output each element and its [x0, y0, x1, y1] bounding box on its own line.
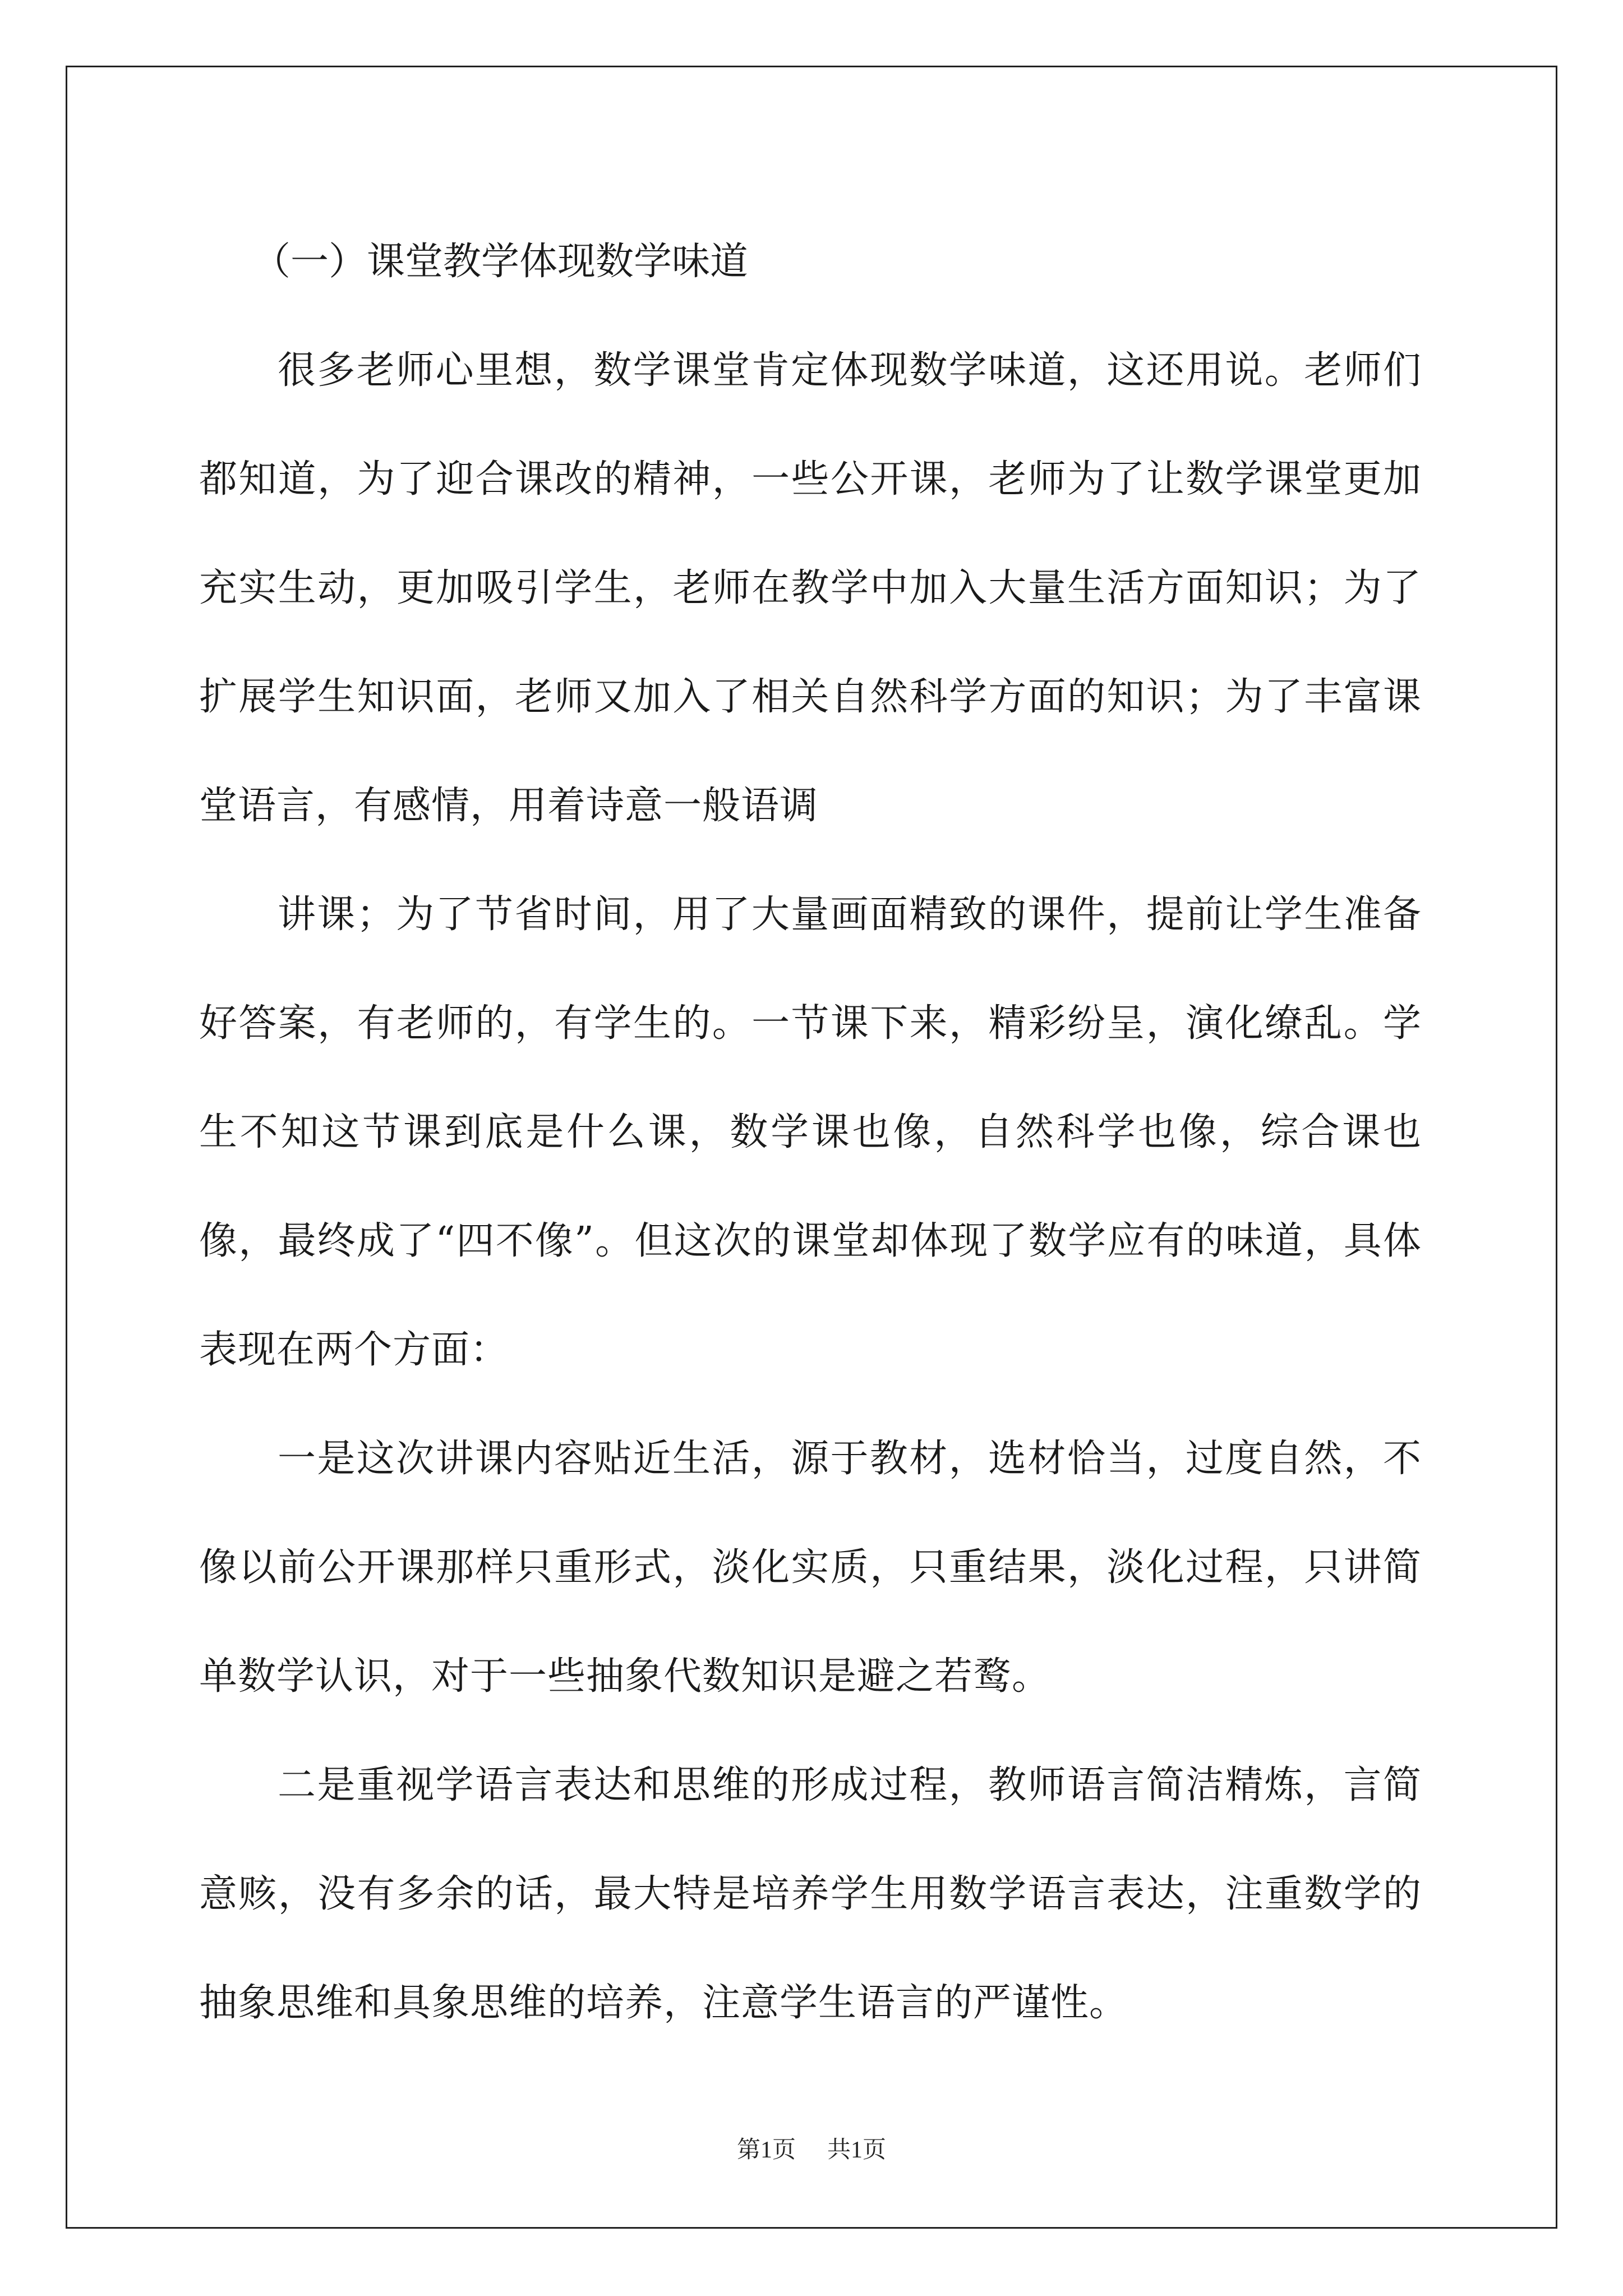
paragraph-4: 二是重视学语言表达和思维的形成过程，教师语言简洁精炼，言简意赅，没有多余的话，最大特是培养学生用数学语言表达，注重数学的抽象思维和具象思维的培养，注意学生语言的严谨性。: [199, 1763, 1422, 2025]
page-footer: [0, 2133, 1623, 2167]
page-number: 第1页: [736, 2137, 796, 2163]
paragraph-3: 一是这次讲课内容贴近生活，源于教材，选材恰当，过度自然，不像以前公开课那样只重形式，淡化实质，只重结果，淡化过程，只讲简单数学认识，对于一些抽象代数知识是避之若鹜。: [199, 1437, 1422, 1699]
paragraph-1: 很多老师心里想，数学课堂肯定体现数学味道，这还用说。老师们都知道，为了迎合课改的精神，一些公开课，老师为了让数学课堂更加充实生动，更加吸引学生，老师在教学中加入大量生活方面知识；为了扩展学生知识面，老师又加入了相关自然科学方面的知识；为了丰富课堂语言，有感情，用着诗意一般语调: [199, 348, 1422, 828]
page-total: 共1页: [827, 2137, 887, 2163]
section-heading: （一）课堂教学体现数学味道: [252, 240, 749, 284]
document-body: [199, 208, 1422, 2058]
paragraph-2: 讲课；为了节省时间，用了大量画面精致的课件，提前让学生准备好答案，有老师的，有学生的。一节课下来，精彩纷呈，演化缭乱。学生不知这节课到底是什么课，数学课也像，自然科学也像，综合课也像，最终成了“四不像”。但这次的课堂却体现了数学应有的味道，具体表现在两个方面：: [199, 892, 1422, 1372]
